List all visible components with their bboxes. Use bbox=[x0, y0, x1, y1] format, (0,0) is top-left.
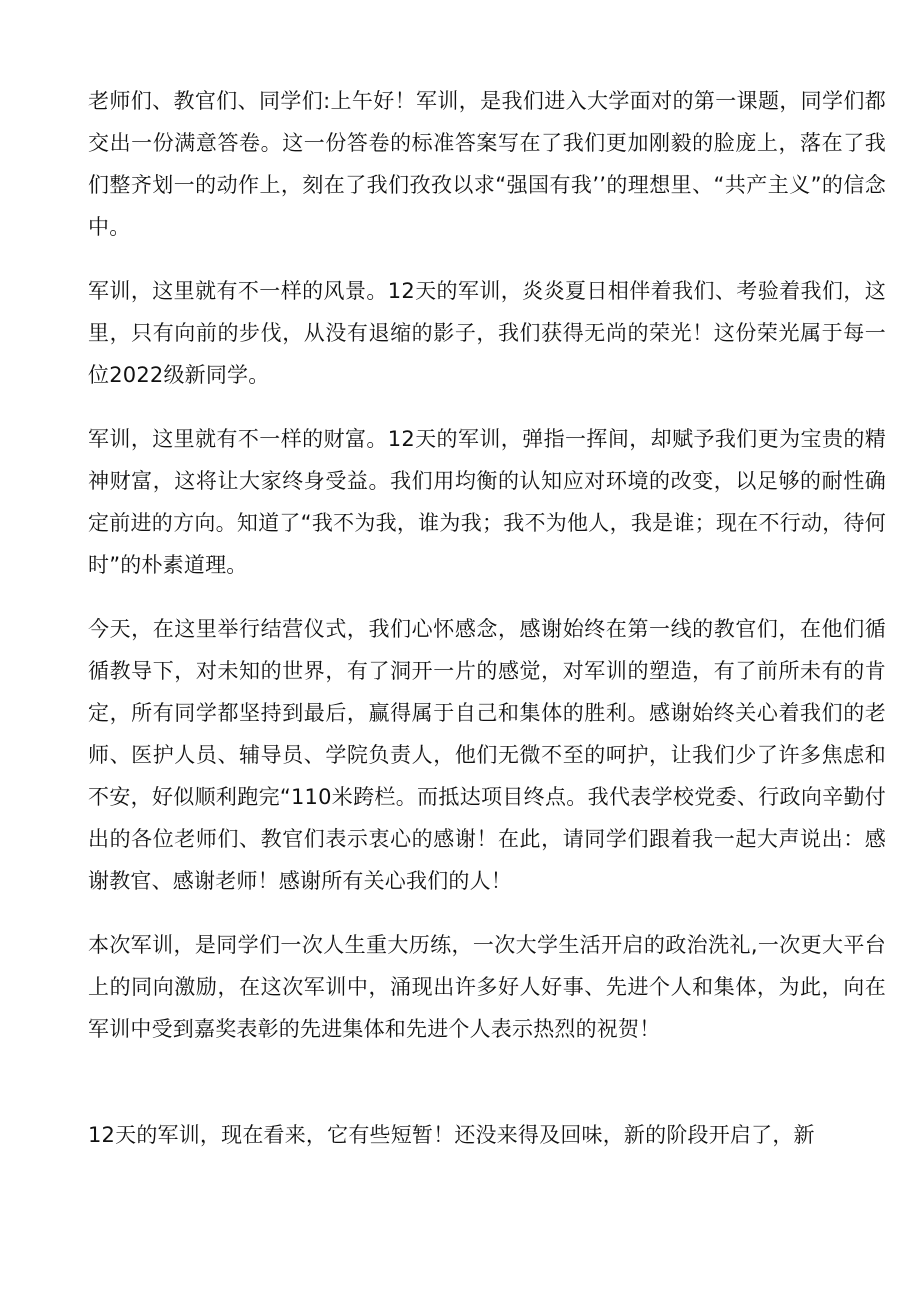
speech-body bbox=[88, 80, 886, 1156]
paragraph-wealth: 军训，这里就有不一样的财富。12天的军训，弹指一挥间，却赋予我们更为宝贵的精神财富，这将让大家终身受益。我们用均衡的认知应对环境的改变，以足够的耐性确定前进的方向。知道了“我不为我，谁为我；我不为他人，我是谁；现在不行动，待何时”的朴素道理。 bbox=[88, 427, 886, 577]
paragraph-congratulations: 本次军训，是同学们一次人生重大历练，一次大学生活开启的政治洗礼,一次更大平台上的同向激励，在这次军训中，涌现出许多好人好事、先进个人和集体，为此，向在军训中受到嘉奖表彰的先进集体和先进个人表示热烈的祝贺！ bbox=[88, 933, 886, 1041]
paragraph-greeting: 老师们、教官们、同学们:上午好！军训，是我们进入大学面对的第一课题，同学们都交出一份满意答卷。这一份答卷的标准答案写在了我们更加刚毅的脸庞上，落在了我们整齐划一的动作上，刻在了我们孜孜以求“强国有我’’的理想里、“共产主义”的信念中。 bbox=[88, 89, 886, 239]
paragraph-closing: 12天的军训，现在看来，它有些短暂！还没来得及回味，新的阶段开启了，新 bbox=[88, 1123, 815, 1147]
paragraph-gratitude: 今天，在这里举行结营仪式，我们心怀感念，感谢始终在第一线的教官们，在他们循循教导下，对未知的世界，有了洞开一片的感觉，对军训的塑造，有了前所未有的肯定，所有同学都坚持到最后，赢得属于自己和集体的胜利。感谢始终关心着我们的老师、医护人员、辅导员、学院负责人，他们无微不至的呵护，让我们少了许多焦虑和不安，好似顺利跑完“110米跨栏。而抵达项目终点。我代表学校党委、行政向辛勤付出的各位老师们、教官们表示衷心的感谢！在此，请同学们跟着我一起大声说出：感谢教官、感谢老师！感谢所有关心我们的人！ bbox=[88, 617, 886, 893]
paragraph-scenery: 军训，这里就有不一样的风景。12天的军训，炎炎夏日相伴着我们、考验着我们，这里，只有向前的步伐，从没有退缩的影子，我们获得无尚的荣光！这份荣光属于每一位2022级新同学。 bbox=[88, 279, 886, 387]
